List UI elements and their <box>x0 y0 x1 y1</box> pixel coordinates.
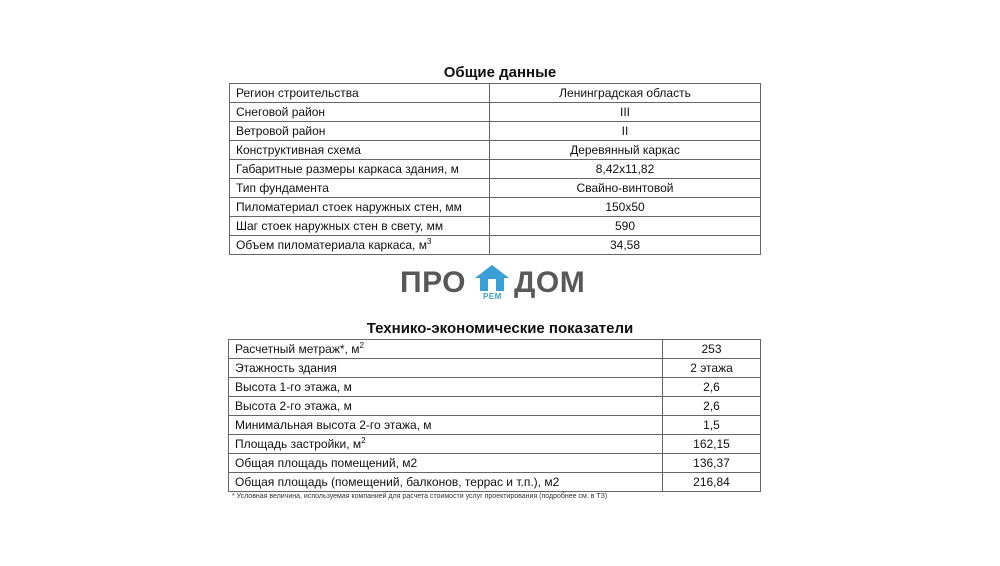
row-value: 1,5 <box>663 416 761 435</box>
logo <box>400 262 600 304</box>
table-row <box>229 435 761 454</box>
row-label-sup: 2 <box>359 341 364 350</box>
table-row <box>229 340 761 359</box>
logo-word-right: ДОМ <box>514 266 586 299</box>
table-row <box>230 141 761 160</box>
row-label: Высота 2-го этажа, м <box>235 399 352 413</box>
row-label: Снеговой район <box>236 105 326 119</box>
footnote: * Условная величина, используемая компанией для расчета стоимости услуг проектирования (подробнее см. в ТЗ) <box>232 493 608 500</box>
row-label: Минимальная высота 2-го этажа, м <box>235 418 432 432</box>
row-label: Регион строительства <box>236 86 359 100</box>
table-row <box>230 103 761 122</box>
row-value: 2 этажа <box>663 359 761 378</box>
table-row <box>230 122 761 141</box>
row-label-sup: 2 <box>361 436 366 445</box>
row-label-sup: 3 <box>426 237 432 246</box>
row-label: Общая площадь (помещений, балконов, террас и т.п.), м2 <box>235 475 560 489</box>
table-row <box>229 416 761 435</box>
table-row <box>230 160 761 179</box>
row-value: Свайно-винтовой <box>490 179 761 198</box>
table-row <box>229 454 761 473</box>
table-row <box>230 179 761 198</box>
row-label: Расчетный метраж*, м <box>235 342 360 356</box>
row-value: III <box>490 103 761 122</box>
row-label: Конструктивная схема <box>236 143 361 157</box>
table-row <box>230 217 761 236</box>
row-value: 216,84 <box>663 473 761 492</box>
table-row <box>229 378 761 397</box>
row-value: Деревянный каркас <box>490 141 761 160</box>
table-row <box>230 198 761 217</box>
row-value: 2,6 <box>663 378 761 397</box>
row-value: II <box>490 122 761 141</box>
row-label: Площадь застройки, м <box>235 437 362 451</box>
row-label: Ветровой район <box>236 124 326 138</box>
table-row <box>230 236 761 255</box>
row-label: Объем пиломатериала каркаса, м <box>236 238 427 252</box>
house-icon <box>473 264 511 294</box>
row-label: Тип фундамента <box>236 181 329 195</box>
tech-title: Технико-экономические показатели <box>366 320 634 337</box>
table-row <box>229 359 761 378</box>
table-row <box>230 84 761 103</box>
row-value: 590 <box>490 217 761 236</box>
logo-word-left: ПРО <box>400 266 467 299</box>
general-table <box>229 83 761 255</box>
row-value: 162,15 <box>663 435 761 454</box>
row-value: 8,42х11,82 <box>490 160 761 179</box>
row-label: Шаг стоек наружных стен в свету, мм <box>236 219 444 233</box>
row-label: Габаритные размеры каркаса здания, м <box>236 162 459 176</box>
tech-table <box>228 339 761 492</box>
row-value: 136,37 <box>663 454 761 473</box>
row-value: 253 <box>663 340 761 359</box>
row-label: Высота 1-го этажа, м <box>235 380 352 394</box>
row-label: Пиломатериал стоек наружных стен, мм <box>236 200 462 214</box>
general-title: Общие данные <box>443 64 557 81</box>
row-value: Ленинградская область <box>490 84 761 103</box>
row-value: 150х50 <box>490 198 761 217</box>
row-label: Этажность здания <box>235 361 337 375</box>
row-value: 34,58 <box>490 236 761 255</box>
table-row <box>229 397 761 416</box>
table-row <box>229 473 761 492</box>
logo-sub: РЕМ <box>483 292 502 301</box>
row-label: Общая площадь помещений, м2 <box>235 456 418 470</box>
row-value: 2,6 <box>663 397 761 416</box>
